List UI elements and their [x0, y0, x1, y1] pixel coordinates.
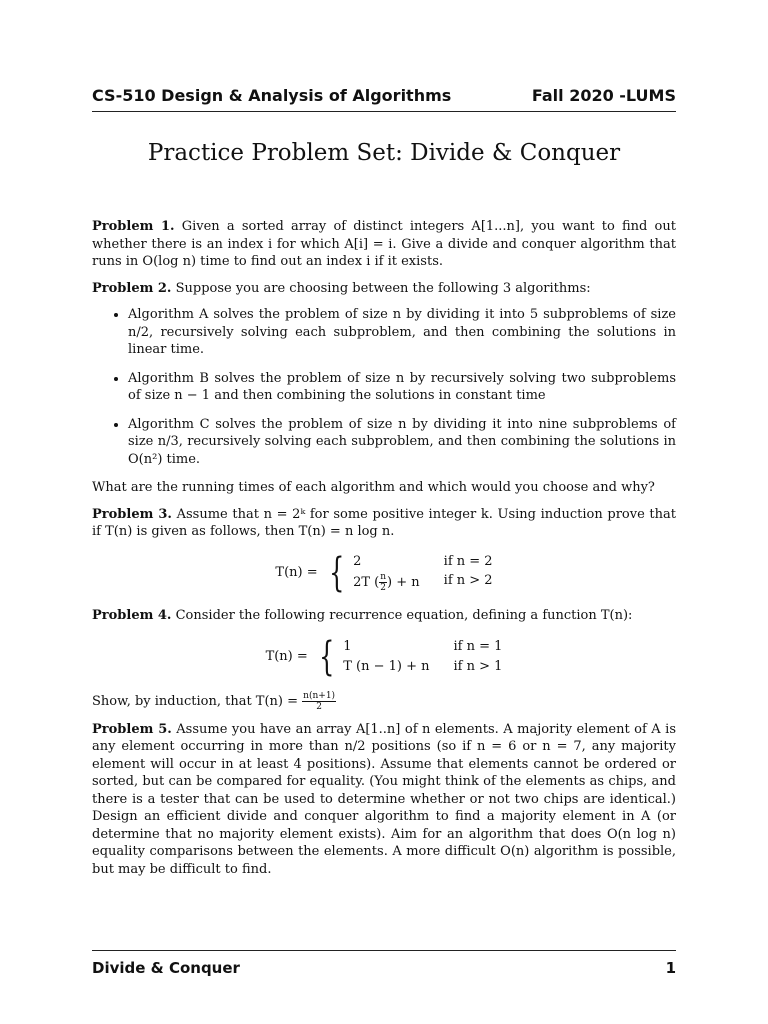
problem-text: Suppose you are choosing between the following 3 algorithms:: [175, 280, 591, 296]
document-title: Practice Problem Set: Divide & Conquer: [147, 140, 621, 166]
show-text: Show, by induction, that T(n) =: [92, 693, 299, 709]
problem-3: [92, 506, 676, 541]
problem-4: [92, 607, 676, 625]
problem-label: Problem 5.: [92, 721, 172, 737]
problem-2: [92, 280, 676, 298]
problem-1: [92, 218, 676, 271]
equation-lhs: T(n) =: [265, 648, 308, 664]
problem-text: Consider the following recurrence equation, defining a function T(n):: [175, 608, 633, 623]
fraction-num: n: [380, 572, 387, 582]
page-header: [92, 86, 676, 112]
case-expr-part: 2T: [353, 575, 371, 590]
list-item: • Algorithm B solves the problem of size n by recursively solving two subproblems of size n − 1 and then combining the solutions in constant time: [128, 370, 676, 405]
brace-icon: {: [328, 549, 344, 596]
course-title: CS-510 Design & Analysis of Algorithms: [92, 86, 452, 105]
fraction-den: 2: [316, 701, 322, 712]
problem-text: Assume you have an array A[1..n] of n elements. A majority element of A is any element occurring in more than n/2 positions (so if n = 6 or n = 7, any majority element will occur in at least 4 positions). Assume that elements cannot be ordered or sorted, but can be compared for equality. (You might think of the elements as chips, and there is a tester that can be used to determine whether or not two chips are identical.) Design an efficient divide and conquer algorithm to find a majority element in A (or determine that no majority element exists). Aim for an algorithm that does O(n log n) equality comparisons between the elements. A more difficult O(n) algorithm is possible, but may be difficult to find.: [92, 721, 676, 877]
brace-icon: {: [318, 633, 335, 680]
problem-text: Given a sorted array of distinct integers A[1...n], you want to find out whether there is an index i for which A[i] = i. Give a divide and conquer algorithm that runs in O(log n) time to find out an index i if it exists.: [92, 219, 676, 269]
recurrence-equation: [92, 633, 676, 680]
case-expr: 1: [343, 639, 352, 654]
document-body: [92, 218, 676, 887]
equation-lhs: T(n) =: [275, 565, 318, 580]
recurrence-equation: [92, 549, 676, 596]
case-expr-part: + n: [396, 575, 420, 590]
problem-label: Problem 1.: [92, 219, 175, 234]
problem-text: Assume that n = 2ᵏ for some positive integer k. Using induction prove that if T(n) is given as follows, then T(n) = n log n.: [92, 506, 677, 539]
problem-label: Problem 2.: [92, 280, 172, 296]
equation-cases: [343, 638, 502, 675]
case-expr: 2: [353, 553, 362, 569]
problem-4-show: [92, 691, 676, 712]
problem-5: [92, 721, 676, 879]
case-expr: 2T ( $\frac{n}{2}$ ) + n: [353, 572, 420, 593]
case-cond: if n > 1: [453, 658, 503, 674]
case-cond: if n = 2: [443, 553, 493, 569]
list-item: • Algorithm C solves the problem of size n by dividing it into nine subproblems of size n/3, recursively solving each subproblem, and then combining the solutions in O(n²) time.: [128, 416, 676, 469]
term-label: Fall 2020 -LUMS: [531, 86, 676, 105]
algorithm-list: [92, 306, 676, 468]
page-footer: [92, 950, 676, 977]
fraction: [379, 572, 387, 593]
case-cond: if n = 1: [453, 639, 503, 654]
footer-title: Divide & Conquer: [92, 959, 240, 977]
problem-label: Problem 4.: [92, 608, 172, 623]
case-expr: T (n − 1) + n: [343, 658, 430, 674]
problem-2-question: What are the running times of each algorithm and which would you choose and why?: [92, 480, 655, 495]
fraction: [302, 691, 336, 712]
equation-cases: [353, 553, 493, 594]
fraction-den: 2: [380, 583, 387, 593]
problem-label: Problem 3.: [92, 506, 172, 522]
page-number: 1: [665, 959, 676, 977]
case-cond: if n > 2: [443, 573, 493, 588]
fraction-num: n(n+1): [303, 690, 336, 701]
list-item: • Algorithm A solves the problem of size n by dividing it into 5 subproblems of size n/2, recursively solving each subproblem, and then combining the solutions in linear time.: [128, 306, 676, 359]
